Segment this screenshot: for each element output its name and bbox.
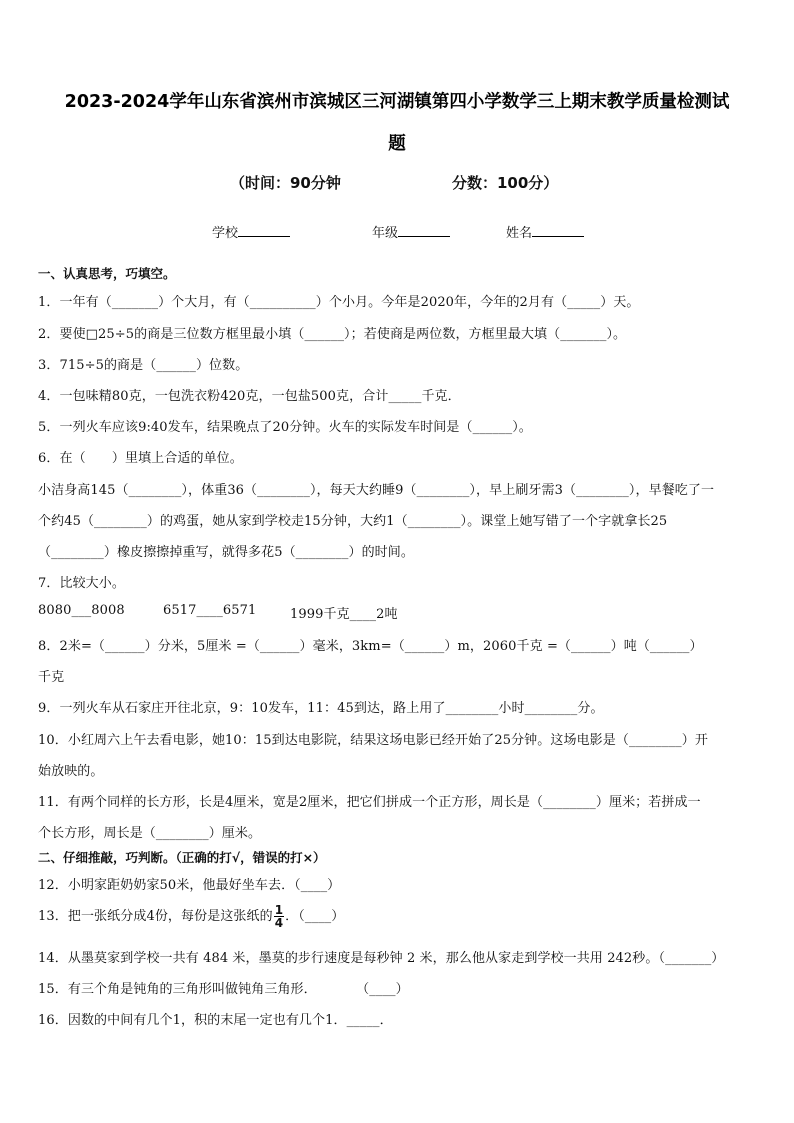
question-4: 4．一包味精80克，一包洗衣粉420克，一包盐500克，合计_____千克． xyxy=(38,389,461,404)
question-6-line1: 小洁身高145（________），体重36（________），每天大约睡9（________），早上刷牙需3（________），早餐吃了一 xyxy=(38,483,715,498)
exam-time: （时间：90分钟 xyxy=(230,174,341,192)
question-2: 2．要使□25÷5的商是三位数方框里最小填（______）；若使商是两位数，方框里最大填（_______）。 xyxy=(38,327,627,342)
question-10-line2: 始放映的。 xyxy=(38,764,104,779)
question-13-answer: ．（____） xyxy=(285,909,345,924)
section-2-heading: 二、仔细推敲，巧判断。（正确的打√，错误的打×） xyxy=(38,850,326,865)
question-7-a: 8080___8008 xyxy=(38,603,125,618)
question-5: 5．一列火车应该9:40发车，结果晚点了20分钟。火车的实际发车时间是（______）。 xyxy=(38,420,532,435)
question-3: 3．715÷5的商是（______）位数。 xyxy=(38,358,249,373)
question-16: 16．因数的中间有几个1，积的末尾一定也有几个1．_____． xyxy=(38,1013,393,1028)
question-7-c: 1999千克____2吨 xyxy=(290,607,398,622)
name-blank[interactable] xyxy=(532,224,584,237)
school-blank[interactable] xyxy=(238,224,290,237)
question-13-text: 13．把一张纸分成4份，每份是这张纸的 xyxy=(38,909,273,924)
name-field[interactable] xyxy=(506,222,584,241)
question-12: 12．小明家距奶奶家50米，他最好坐车去．（____） xyxy=(38,878,341,893)
question-13 xyxy=(38,904,344,929)
name-label: 姓名 xyxy=(506,226,533,241)
grade-field[interactable] xyxy=(372,222,450,241)
question-7-stem: 7．比较大小。 xyxy=(38,576,125,591)
question-8-line2: 千克 xyxy=(38,670,65,685)
question-11-line2: 个长方形，周长是（________）厘米。 xyxy=(38,826,262,841)
school-label: 学校 xyxy=(212,226,239,241)
question-14: 14．从墨莫家到学校一共有 484 米，墨莫的步行速度是每秒钟 2 米，那么他从家走到学校一共用 242秒。（_______） xyxy=(38,951,725,966)
fraction-denominator: 4 xyxy=(274,916,284,930)
question-6-line2: 个约45（________）的鸡蛋，她从家到学校走15分钟，大约1（________）。课堂上她写错了一个字就拿长25 xyxy=(38,514,668,529)
school-field[interactable] xyxy=(212,222,290,241)
fraction-numerator: 1 xyxy=(274,903,284,917)
section-1-heading: 一、认真思考，巧填空。 xyxy=(38,266,176,281)
exam-title-line2: 题 xyxy=(388,134,406,154)
question-8-line1: 8．2米=（______）分米，5厘米 =（______）毫米，3km=（______）m，2060千克 =（______）吨（______） xyxy=(38,639,703,654)
exam-score: 分数：100分） xyxy=(452,174,559,192)
grade-label: 年级 xyxy=(372,226,399,241)
question-7-b: 6517____6571 xyxy=(163,603,257,618)
fraction-one-quarter xyxy=(274,904,284,929)
question-11-line1: 11．有两个同样的长方形，长是4厘米，宽是2厘米，把它们拼成一个正方形，周长是（________）厘米；若拼成一 xyxy=(38,795,701,810)
question-15: 15．有三个角是钝角的三角形叫做钝角三角形． （____） xyxy=(38,982,409,997)
exam-title-line1: 2023-2024学年山东省滨州市滨城区三河湖镇第四小学数学三上期末教学质量检测试 xyxy=(64,92,730,112)
question-6-stem: 6．在（ ）里填上合适的单位。 xyxy=(38,451,243,466)
question-6-line3: （________）橡皮擦擦掉重写，就得多花5（________）的时间。 xyxy=(38,545,414,560)
question-10-line1: 10．小红周六上午去看电影，她10：15到达电影院，结果这场电影已经开始了25分钟。这场电影是（________）开 xyxy=(38,733,708,748)
grade-blank[interactable] xyxy=(398,224,450,237)
question-9: 9．一列火车从石家庄开往北京，9：10发车，11：45到达，路上用了________小时________分。 xyxy=(38,701,604,716)
question-1: 1．一年有（_______）个大月，有（__________）个小月。今年是2020年，今年的2月有（_____）天。 xyxy=(38,295,640,310)
